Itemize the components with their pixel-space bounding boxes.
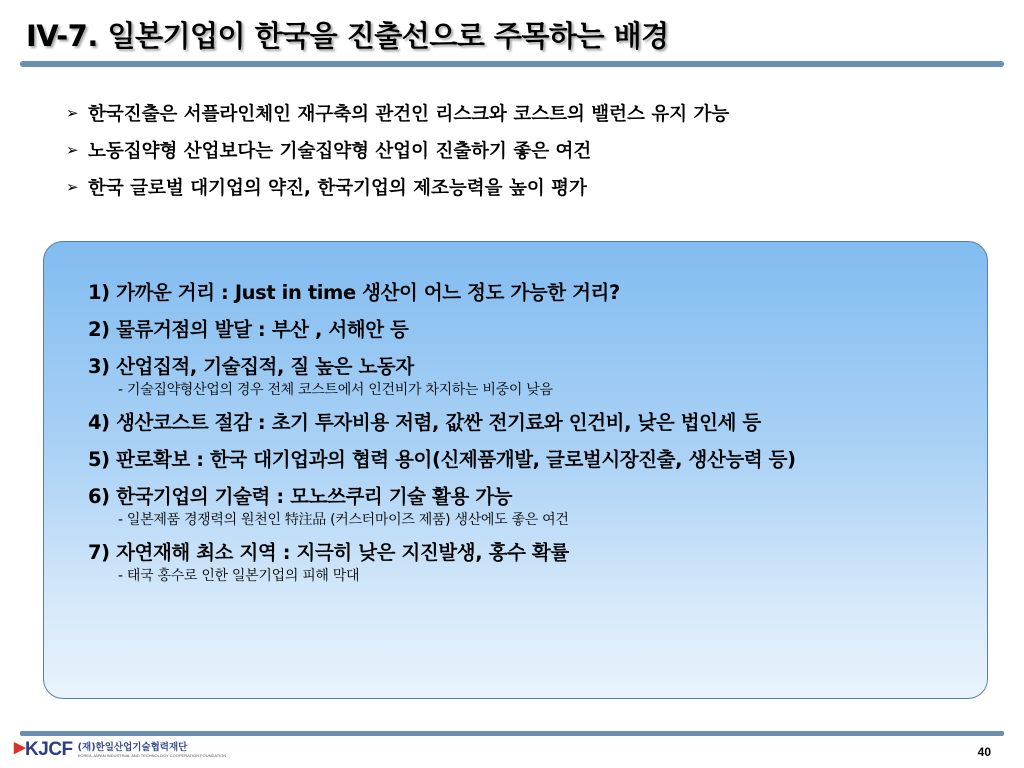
reason-item bbox=[88, 354, 796, 400]
reason-text: 5) 판로확보 : 한국 대기업과의 협력 용이(신제품개발, 글로벌시장진출, 생산능력 등) bbox=[88, 448, 796, 471]
logo-text bbox=[78, 742, 227, 758]
logo-korean-name: (재)한일산업기술협력재단 bbox=[77, 742, 188, 753]
reasons-panel bbox=[43, 241, 988, 699]
bullet-item bbox=[66, 131, 729, 168]
bullet-list bbox=[66, 94, 729, 205]
arrow-bullet-icon: ➢ bbox=[66, 177, 79, 196]
reason-item bbox=[88, 317, 796, 343]
logo-english-name: KOREA-JAPAN INDUSTRIAL AND TECHNOLOGY COOPERATION FOUNDATION bbox=[77, 753, 227, 758]
reason-text: 4) 생산코스트 절감 : 초기 투자비용 저렴, 값싼 전기료와 인건비, 낮은 법인세 등 bbox=[88, 411, 761, 434]
bullet-text: 한국 글로벌 대기업의 약진, 한국기업의 제조능력을 높이 평가 bbox=[88, 177, 587, 199]
reason-text: 3) 산업집적, 기술집적, 질 높은 노동자 bbox=[88, 355, 414, 378]
reason-item bbox=[88, 540, 796, 586]
bullet-text: 한국진출은 서플라인체인 재구축의 관건인 리스크와 코스트의 밸런스 유지 가능 bbox=[88, 103, 730, 125]
bullet-text: 노동집약형 산업보다는 기술집약형 산업이 진출하기 좋은 여건 bbox=[88, 140, 592, 162]
reason-subtext: - 일본제품 경쟁력의 원천인 特注品 (커스터마이즈 제품) 생산에도 좋은 여건 bbox=[118, 512, 569, 528]
reason-item bbox=[88, 410, 796, 436]
reason-text: 7) 자연재해 최소 지역 : 지극히 낮은 지진발생, 홍수 확률 bbox=[88, 541, 569, 564]
page-number: 40 bbox=[977, 745, 991, 759]
bullet-item bbox=[66, 94, 729, 131]
arrow-bullet-icon: ➢ bbox=[66, 103, 79, 122]
reason-item bbox=[88, 447, 796, 473]
bullet-item bbox=[66, 168, 729, 205]
kjcf-logo bbox=[14, 739, 226, 761]
footer-divider bbox=[20, 731, 1004, 736]
logo-mark-text: KJCF bbox=[25, 739, 73, 760]
reason-item bbox=[88, 484, 796, 530]
logo-mark bbox=[14, 739, 73, 761]
reason-subtext: - 기술집약형산업의 경우 전체 코스트에서 인건비가 차지하는 비중이 낮음 bbox=[118, 382, 553, 398]
reason-text: 1) 가까운 거리 : Just in time 생산이 어느 정도 가능한 거리? bbox=[88, 281, 620, 304]
reason-item bbox=[88, 280, 796, 306]
arrow-bullet-icon: ➢ bbox=[66, 140, 79, 159]
reason-text: 6) 한국기업의 기술력 : 모노쓰쿠리 기술 활용 가능 bbox=[88, 485, 513, 508]
logo-n-icon: ▶ bbox=[14, 739, 26, 756]
reason-text: 2) 물류거점의 발달 : 부산 , 서해안 등 bbox=[88, 318, 409, 341]
slide-title: IV-7. 일본기업이 한국을 진출선으로 주목하는 배경 bbox=[26, 19, 669, 53]
reason-subtext: - 태국 홍수로 인한 일본기업의 피해 막대 bbox=[118, 568, 360, 584]
title-divider bbox=[20, 61, 1004, 67]
reasons-list bbox=[88, 280, 796, 596]
